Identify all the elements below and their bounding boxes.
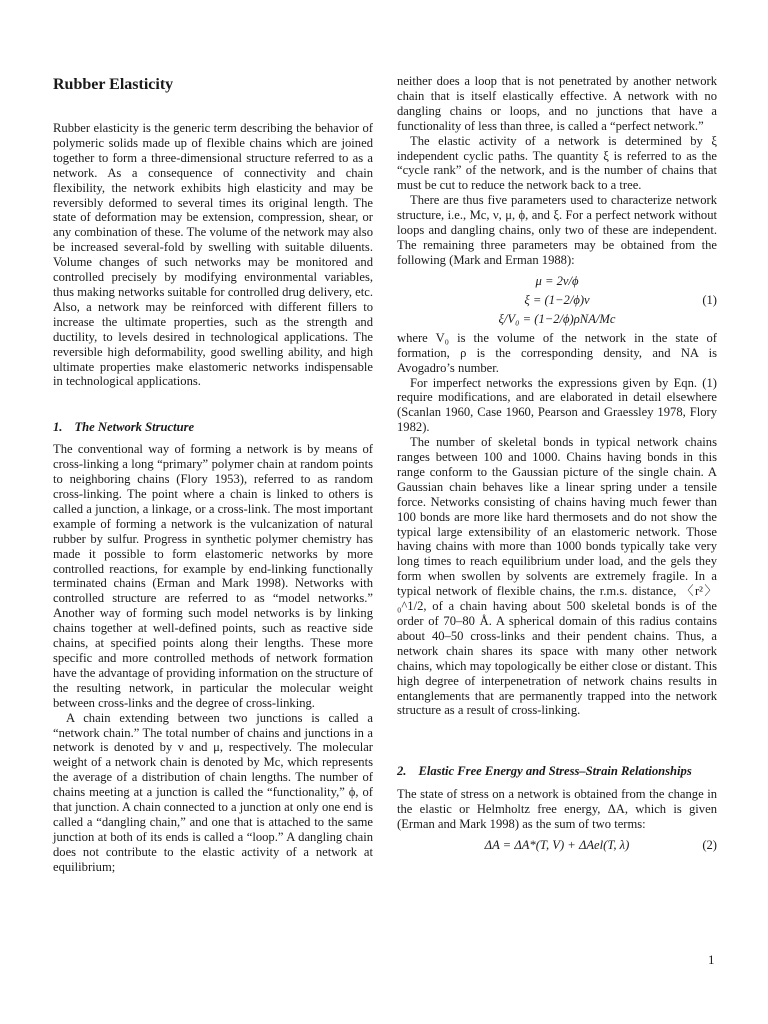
equation-2-body: ΔA = ΔA*(T, V) + ΔAel(T, λ) — [484, 838, 630, 853]
intro-paragraph: Rubber elasticity is the generic term describing the behavior of polymeric solids made up of flexible chains which are joined together to form a three-dimensional structure referred to as a network. As a consequence of connectivity and chain flexibility, the network exhibits high elasticity and may be reversibly deformed to several times its original length. The state of deformation may be extension, compression, shear, or any combination of these. The volume of the network may also be increased several-fold by swelling with suitable diluents. Volume changes of such networks may be monitored and controlled precisely by modifying environmental variables, thus making networks suitable for controlled drug delivery, etc. Also, a network may be reinforced with different fillers to increase the ultimate properties, such as the strength and ductility, to levels desired in technological applications. The reversible high deformability, good swelling ability, and high ultimate properties make elastomeric networks indispensable in technological applications. — [53, 121, 373, 389]
equation-2-number: (2) — [702, 838, 717, 853]
equation-1-number: (1) — [702, 292, 717, 307]
equation-1-line-1: μ = 2ν/ϕ — [535, 273, 579, 288]
right-column — [397, 74, 717, 853]
paragraph-where: where V₀ is the volume of the network in the state of formation, ρ is the corresponding density, and NA is Avogadro’s number. — [397, 330, 717, 375]
equation-1-line-2: ξ = (1−2/ϕ)ν — [524, 292, 590, 307]
equation-1-line-3: ξ/V₀ = (1−2/ϕ)ρNA/Mc — [498, 311, 616, 326]
page-number: 1 — [708, 952, 715, 967]
section-1-paragraph-2: A chain extending between two junctions is called a “network chain.” The total number of chains and junctions in a network is denoted by ν and μ, respectively. The molecular weight of a network chain is denoted by Mc, which represents the average of a distribution of chain lengths. The number of chains meeting at a junction is called the “functionality,” ϕ, of that junction. A chain connected to a junction at only one end is called a “dangling chain,” and one that is attached to the same junction at both of its ends is called a “loop.” A dangling chain does not contribute to the elastic activity of a network at equilibrium; — [53, 710, 374, 874]
paragraph-cycle-rank: The elastic activity of a network is determined by ξ independent cyclic paths. The quantity ξ is referred to as the “cycle rank” of the network, and is the number of chains that must be cut to reduce the network back to a tree. — [397, 133, 717, 193]
left-column — [53, 74, 373, 875]
section-2-paragraph: The state of stress on a network is obtained from the change in the elastic or Helmholtz free energy, ΔA, which is given (Erman and Mark 1998) as the sum of two terms: — [397, 787, 717, 832]
section-2-number: 2. — [397, 764, 407, 779]
equation-2 — [397, 837, 717, 853]
section-1-paragraph-1: The conventional way of forming a network is by means of cross-linking a long “primary” polymer chain at random points to neighboring chains (Flory 1953), referred to as random cross-linking. The point where a chain is linked to others is called a junction, a linkage, or a cross-link. The most important example of forming a network is the vulcanization of natural rubber by sulfur. Progress in synthetic polymer chemistry has made it possible to form elastomeric networks by more controlled reactions, for example by end-linking functionally terminated chains (Erman and Mark 1998). Networks with controlled structure are referred to as “model networks.” Another way of forming such model networks is by linking chains together at well-defined points, such as reactive side chains, at specified points along their lengths. These more specific and more controlled methods of network formation have the advantage of providing information on the structure of the resulting network, in particular the molecular weight between cross-links and the degree of cross-linking. — [53, 442, 373, 710]
paragraph-five-parameters: There are thus five parameters used to characterize network structure, i.e., Mc, ν, μ, ϕ, and ξ. For a perfect network without loops and dangling chains, only two of these are independent. The remaining three parameters may be obtained from the following (Mark and Erman 1988): — [397, 193, 717, 267]
section-1-heading — [53, 420, 373, 435]
section-2-title: Elastic Free Energy and Stress–Strain Relationships — [418, 764, 692, 779]
article-title: Rubber Elasticity — [53, 76, 174, 93]
paragraph-skeletal-bonds: The number of skeletal bonds in typical network chains ranges between 100 and 1000. Chains having bonds in this range conform to the Gaussian picture of the single chain. A Gaussian chain behaves like a linear spring under a tensile force. Networks consisting of chains having much fewer than 100 bonds are more like hard thermosets and do not show the typical large extensibility of an elastomeric network. Those having chains with more than 1000 bonds typically take very long times to reach equilibrium under load, and the gels they form when swollen by solvents are extremely fragile. In a typical network of flexible chains, the r.m.s. distance, 〈r²〉₀^1/2, of a chain having about 500 skeletal bonds is of the order of 70–80 Å. A spherical domain of this radius contains about 40–50 cross-links and their pendent chains. Thus, a network chain shares its space with many other network chains, which may topologically be either close or distant. This high degree of interpenetration of network chains results in entanglements that are permanently trapped into the network structure as a result of cross-linking. — [397, 435, 717, 718]
section-1-title: The Network Structure — [74, 420, 195, 435]
paragraph-continued: neither does a loop that is not penetrated by another network chain that is itself elastically effective. A network with no dangling chains or loops, and no junctions that have a functionality of less than three, is called a “perfect network.” — [397, 74, 717, 133]
section-2-heading — [397, 764, 717, 779]
section-1-number: 1. — [53, 420, 63, 435]
paragraph-imperfect: For imperfect networks the expressions given by Eqn. (1) require modifications, and are elaborated in detail elsewhere (Scanlan 1960, Case 1960, Pearson and Graessley 1978, Flory 1982). — [397, 375, 717, 435]
equation-1 — [397, 272, 717, 329]
